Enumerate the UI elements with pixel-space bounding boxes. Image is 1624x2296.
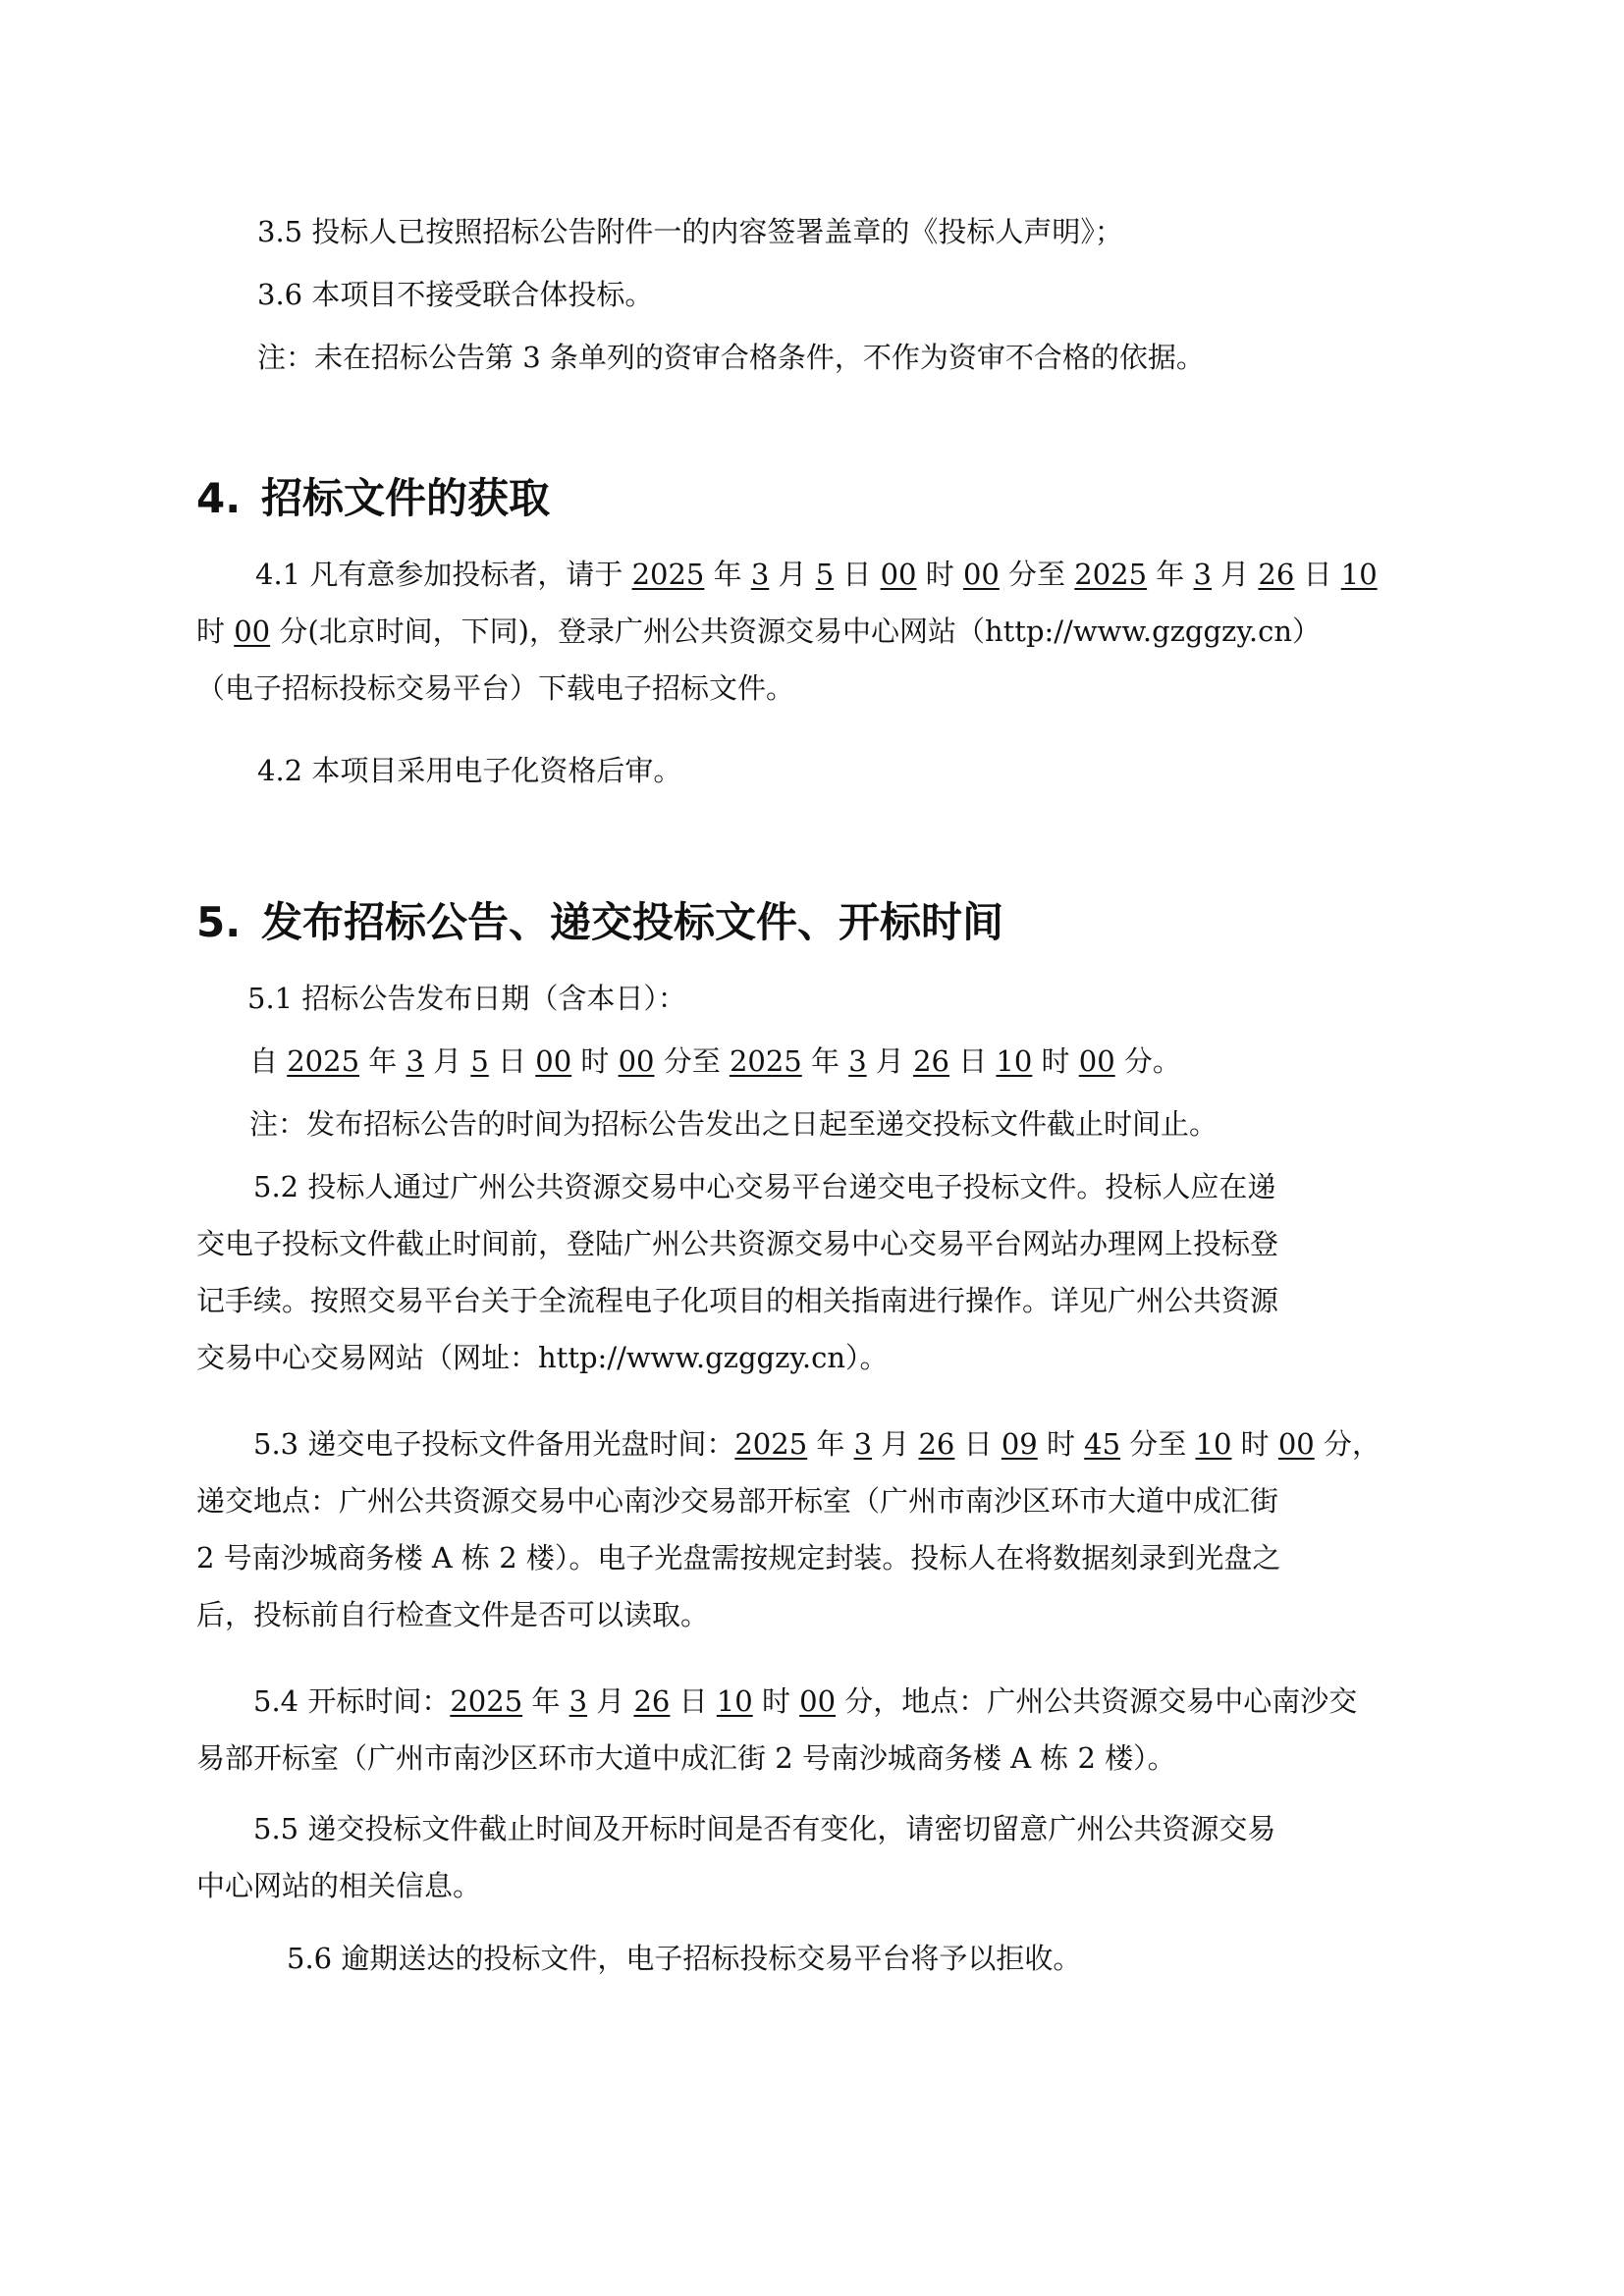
item-5-6: 5.6 逾期送达的投标文件，电子招标投标交易平台将予以拒收。 [287,1942,1082,1975]
item-5-4: 5.4 开标时间：2025 年 3 月 26 日 10 时 00 分，地点：广州公共资源交易中心南沙交 易部开标室（广州市南沙区环市大道中成汇街 2 号南沙城商务楼 A 栋 2 楼）。 [196,1684,1358,1775]
item-3-6: 3.6 本项目不接受联合体投标。 [257,278,654,311]
item-5-3: 5.3 递交电子投标文件备用光盘时间：2025 年 3 月 26 日 09 时 45 分至 10 时 00 分， 递交地点：广州公共资源交易中心南沙交易部开标室（广州市南沙区环市大道中成汇街 2 号南沙城商务楼 A 栋 2 楼）。电子光盘需按规定封装。投标人在将数据刻录到光盘之 后，投标前自行检查文件是否可以读取。 [196,1427,1380,1631]
item-4-1: 4.1 凡有意参加投标者，请于 2025 年 3 月 5 日 00 时 00 分至 2025 年 3 月 26 日 10 时 00 分(北京时间，下同)，登录广州公共资源交易中心网站（http://www.gzggzy.cn） （电子招标投标交易平台）下载电子招标文件。 [196,558,1378,705]
section-5-heading [196,893,1003,952]
item-5-1: 5.1 招标公告发布日期（含本日）： [247,982,686,1015]
note-section-3: 注：未在招标公告第 3 条单列的资审合格条件，不作为资审不合格的依据。 [257,341,1205,374]
section-4-title: 招标文件的获取 [261,474,551,522]
section-5-number: 5. [196,898,242,946]
item-5-5: 5.5 递交投标文件截止时间及开标时间是否有变化，请密切留意广州公共资源交易 中心网站的相关信息。 [196,1812,1276,1902]
section-5-title: 发布招标公告、递交投标文件、开标时间 [261,898,1004,946]
item-3-5: 3.5 投标人已按照招标公告附件一的内容签署盖章的《投标人声明》； [257,215,1123,248]
section-4-number: 4. [196,474,242,522]
item-5-2: 5.2 投标人通过广州公共资源交易中心交易平台递交电子投标文件。投标人应在递 交电子投标文件截止时间前，登陆广州公共资源交易中心交易平台网站办理网上投标登 记手续。按照交易平台关于全流程电子化项目的相关指南进行操作。详见广州公共资源 交易中心交易网站（网址：http://www.gzggzy.cn）。 [196,1170,1279,1374]
item-4-2: 4.2 本项目采用电子化资格后审。 [257,754,682,787]
section-4-heading [196,469,550,528]
item-5-1-dates: 自 2025 年 3 月 5 日 00 时 00 分至 2025 年 3 月 26 日 10 时 00 分。 [249,1044,1181,1078]
note-section-5: 注：发布招标公告的时间为招标公告发出之日起至递交投标文件截止时间止。 [249,1107,1218,1141]
